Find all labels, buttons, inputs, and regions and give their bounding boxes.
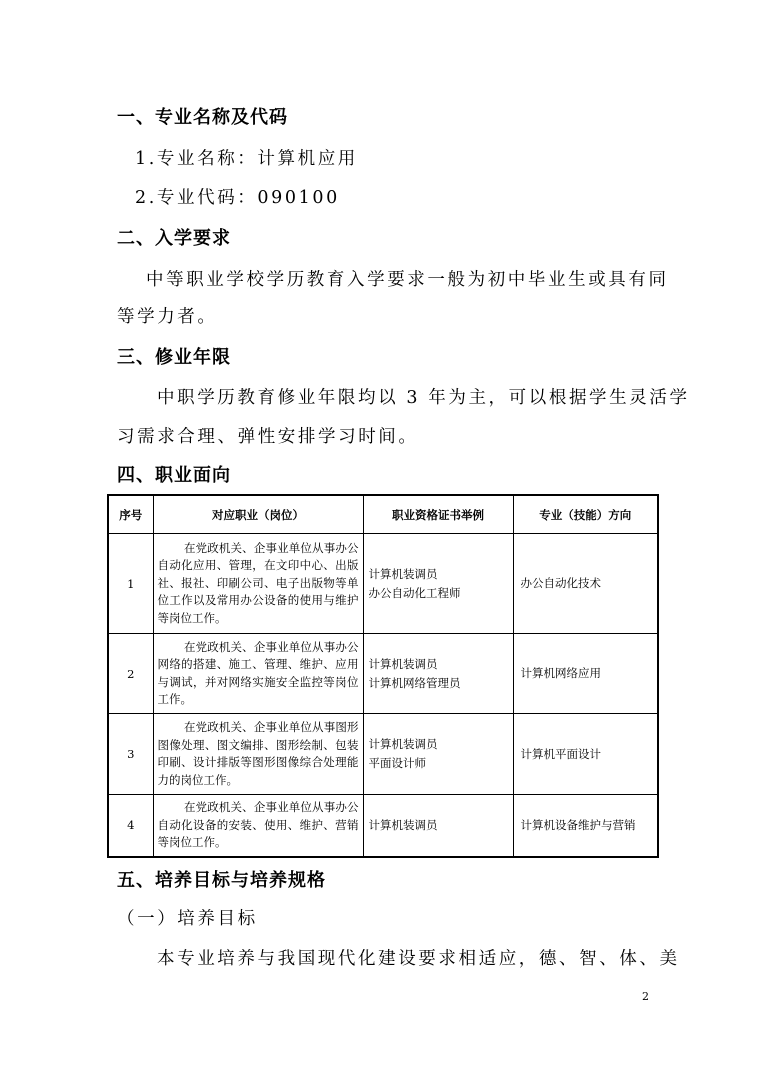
row-job: 在党政机关、企事业单位从事办公自动化应用、管理，在文印中心、出版社、报社、印刷公司、电子出版物等单位工作以及常用办公设备的使用与维护等岗位工作。 — [153, 534, 363, 634]
row-certificate — [363, 534, 513, 634]
major-name-line: 1.专业名称：计算机应用 — [135, 149, 358, 169]
row-direction: 计算机设备维护与营销 — [513, 795, 658, 857]
row-direction: 计算机网络应用 — [513, 634, 658, 714]
section-4-heading: 四、职业面向 — [117, 465, 231, 486]
training-goal-paragraph-line-1: 本专业培养与我国现代化建设要求相适应，德、智、体、美 — [157, 949, 680, 969]
duration-paragraph-line-1: 中职学历教育修业年限均以 3 年为主，可以根据学生灵活学 — [157, 388, 690, 408]
certificate-line: 计算机网络管理员 — [368, 675, 461, 690]
section-3-heading: 三、修业年限 — [117, 347, 231, 368]
row-number: 3 — [108, 714, 153, 795]
row-number: 2 — [108, 634, 153, 714]
certificate-line: 计算机装调员 — [368, 566, 438, 581]
section-2-heading: 二、入学要求 — [117, 228, 231, 249]
admission-paragraph-line-1: 中等职业学校学历教育入学要求一般为初中毕业生或具有同 — [146, 270, 669, 290]
certificate-line: 办公自动化工程师 — [368, 585, 461, 600]
row-certificate — [363, 714, 513, 795]
row-number: 1 — [108, 534, 153, 634]
duration-paragraph-line-2: 习需求合理、弹性安排学习时间。 — [117, 427, 419, 447]
admission-paragraph-line-2: 等学力者。 — [117, 307, 218, 327]
header-no: 序号 — [108, 495, 153, 534]
header-direction: 专业（技能）方向 — [513, 495, 658, 534]
header-certificate: 职业资格证书举例 — [363, 495, 513, 534]
career-orientation-table — [107, 494, 659, 858]
certificate-line: 计算机装调员 — [368, 817, 438, 832]
table-header-row — [108, 495, 658, 534]
table-row — [108, 534, 658, 634]
major-code-line: 2.专业代码：090100 — [135, 188, 340, 208]
row-job: 在党政机关、企事业单位从事办公自动化设备的安装、使用、维护、营销等岗位工作。 — [153, 795, 363, 857]
section-5-heading: 五、培养目标与培养规格 — [117, 870, 326, 891]
row-job: 在党政机关、企事业单位从事办公网络的搭建、施工、管理、维护、应用与调试，并对网络实施安全监控等岗位工作。 — [153, 634, 363, 714]
header-job: 对应职业（岗位） — [153, 495, 363, 534]
table-row — [108, 714, 658, 795]
row-direction: 计算机平面设计 — [513, 714, 658, 795]
section-1-heading: 一、专业名称及代码 — [117, 107, 288, 128]
row-direction: 办公自动化技术 — [513, 534, 658, 634]
table-row — [108, 795, 658, 857]
table-row — [108, 634, 658, 714]
certificate-line: 计算机装调员 — [368, 737, 438, 751]
certificate-line: 计算机装调员 — [368, 656, 438, 671]
row-certificate — [363, 795, 513, 857]
row-number: 4 — [108, 795, 153, 857]
row-certificate — [363, 634, 513, 714]
page-number: 2 — [642, 990, 649, 1003]
subsection-1-heading: （一）培养目标 — [117, 909, 258, 929]
row-job: 在党政机关、企事业单位从事图形图像处理、图文编排、图形绘制、包装印刷、设计排版等图形图像综合处理能力的岗位工作。 — [153, 714, 363, 795]
certificate-line: 平面设计师 — [368, 756, 426, 770]
